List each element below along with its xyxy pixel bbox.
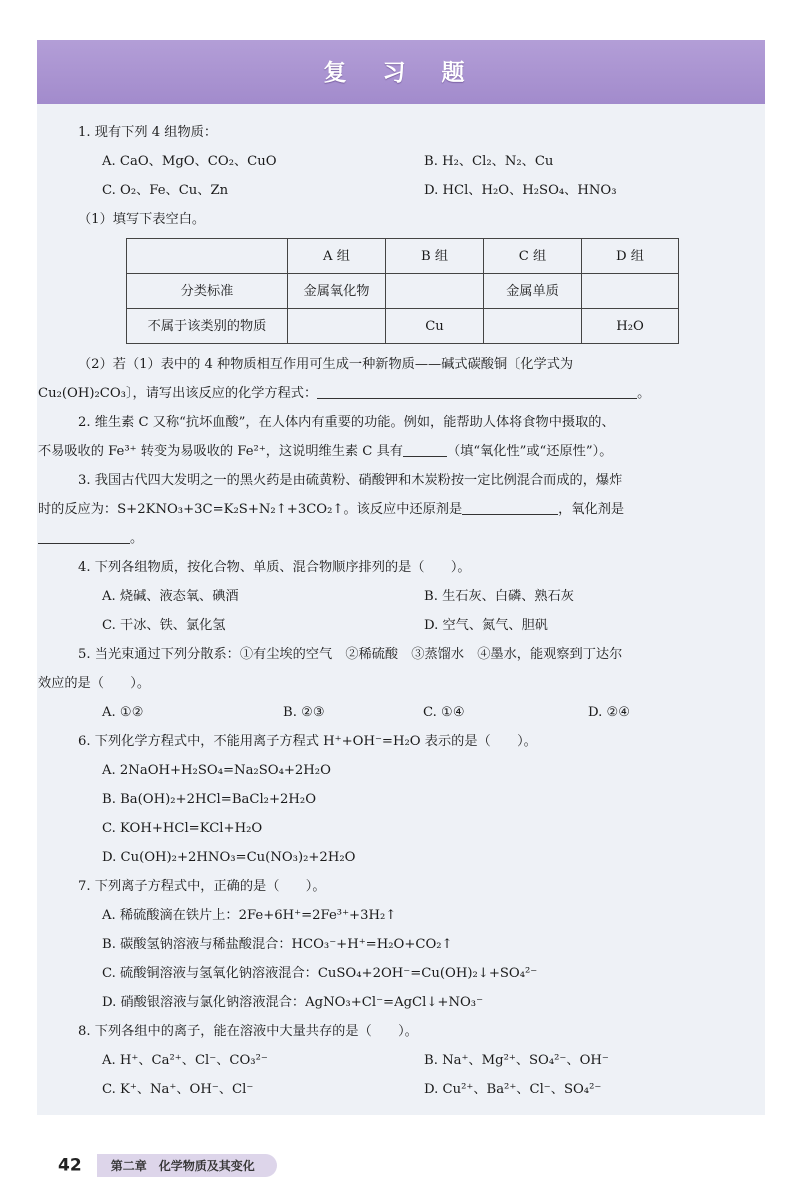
q6-option-a: A. 2NaOH+H₂SO₄=Na₂SO₄+2H₂O [102,763,331,778]
answer-blank[interactable] [38,527,130,544]
q1-options-row2 [78,176,758,205]
classification-table [126,238,679,344]
q7-option-c: C. 硫酸铜溶液与氢氧化钠溶液混合：CuSO₄+2OH⁻=Cu(OH)₂↓+SO₄²⁻ [102,966,538,981]
q5-line1: 5. 当光束通过下列分散系：①有尘埃的空气 ②稀硫酸 ③蒸馏水 ④墨水，能观察到丁达尔 [78,647,623,662]
q3-line2 [38,495,758,524]
q1-option-c: C. O₂、Fe、Cu、Zn [102,183,229,198]
q2-hint: （填“氧化性”或“还原性”）。 [446,444,613,459]
q1-option-a: A. CaO、MgO、CO₂、CuO [102,154,277,169]
q8-option-a: A. H⁺、Ca²⁺、Cl⁻、CO₃²⁻ [102,1053,268,1068]
exercise-content [38,118,758,1104]
q4-options-row1 [78,582,758,611]
table-cell: 分类标准 [127,274,288,309]
q1-part1: （1）填写下表空白。 [78,212,206,227]
q3-line1: 3. 我国古代四大发明之一的黑火药是由硫黄粉、硝酸钾和木炭粉按一定比例混合而成的，爆炸 [78,473,623,488]
q1-option-b: B. H₂、Cl₂、N₂、Cu [424,154,554,169]
q1-options-row1 [78,147,758,176]
page-title: 复 习 题 [37,40,765,104]
q4-stem: 4. 下列各组物质，按化合物、单质、混合物顺序排列的是（ ）。 [78,560,471,575]
q8-options-row1 [78,1046,758,1075]
table-cell: 金属单质 [484,274,582,309]
q1-part2-end: 。 [637,386,651,401]
q5-options [78,698,758,727]
answer-blank[interactable] [403,440,447,457]
table-header-cell: D 组 [582,239,679,274]
table-row [127,274,679,309]
q2-line1: 2. 维生素 C 又称“抗坏血酸”，在人体内有重要的功能。例如，能帮助人体将食物中摄取的、 [78,415,615,430]
table-cell: H₂O [582,309,679,344]
q7-option-b: B. 碳酸氢钠溶液与稀盐酸混合：HCO₃⁻+H⁺=H₂O+CO₂↑ [102,937,453,952]
q3-line3 [38,524,758,553]
q1-option-d: D. HCl、H₂O、H₂SO₄、HNO₃ [424,183,617,198]
q8-option-d: D. Cu²⁺、Ba²⁺、Cl⁻、SO₄²⁻ [424,1082,602,1097]
table-header-cell [127,239,288,274]
q6-option-b: B. Ba(OH)₂+2HCl=BaCl₂+2H₂O [102,792,317,807]
table-cell [484,309,582,344]
q4-option-b: B. 生石灰、白磷、熟石灰 [424,589,574,604]
q8-option-c: C. K⁺、Na⁺、OH⁻、Cl⁻ [102,1082,254,1097]
q5-line2: 效应的是（ ）。 [38,676,151,691]
page-number: 42 [58,1155,82,1176]
q6-option-d: D. Cu(OH)₂+2HNO₃=Cu(NO₃)₂+2H₂O [102,850,356,865]
q7-stem: 7. 下列离子方程式中，正确的是（ ）。 [78,879,326,894]
q3-end: 。 [130,531,144,546]
q1-part2-text: Cu₂(OH)₂CO₃〕，请写出该反应的化学方程式： [38,386,318,401]
table-header-cell: A 组 [288,239,386,274]
q2-line2 [38,437,758,466]
q4-option-c: C. 干冰、铁、氯化氢 [102,618,226,633]
q6-option-c: C. KOH+HCl=KCl+H₂O [102,821,263,836]
answer-blank[interactable] [462,498,558,515]
q1-stem: 1. 现有下列 4 组物质： [78,125,218,140]
q1-part2-line2 [38,379,758,408]
q5-option-b: B. ②③ [283,705,325,720]
q4-options-row2 [78,611,758,640]
q1-part2-line1: （2）若（1）表中的 4 种物质相互作用可生成一种新物质——碱式碳酸铜〔化学式为 [78,357,574,372]
q4-option-d: D. 空气、氮气、胆矾 [424,618,548,633]
table-header-cell: C 组 [484,239,582,274]
q2-text: 不易吸收的 Fe³⁺ 转变为易吸收的 Fe²⁺，这说明维生素 C 具有 [38,444,403,459]
table-cell: 金属氧化物 [288,274,386,309]
table-cell [288,309,386,344]
page-footer [58,1154,277,1177]
answer-blank[interactable] [317,382,637,399]
q8-options-row2 [78,1075,758,1104]
chapter-label: 第二章 化学物质及其变化 [97,1154,277,1177]
table-cell [582,274,679,309]
table-header-cell: B 组 [386,239,484,274]
q3-text: 时的反应为：S+2KNO₃+3C=K₂S+N₂↑+3CO₂↑。该反应中还原剂是 [38,502,463,517]
q5-option-a: A. ①② [102,705,144,720]
table-cell: Cu [386,309,484,344]
q4-option-a: A. 烧碱、液态氧、碘酒 [102,589,239,604]
table-row [127,309,679,344]
q7-option-a: A. 稀硫酸滴在铁片上：2Fe+6H⁺=2Fe³⁺+3H₂↑ [102,908,397,923]
table-cell: 不属于该类别的物质 [127,309,288,344]
q6-stem: 6. 下列化学方程式中，不能用离子方程式 H⁺+OH⁻=H₂O 表示的是（ ）。 [78,734,537,749]
table-header-row [127,239,679,274]
q7-option-d: D. 硝酸银溶液与氯化钠溶液混合：AgNO₃+Cl⁻=AgCl↓+NO₃⁻ [102,995,484,1010]
q8-stem: 8. 下列各组中的离子，能在溶液中大量共存的是（ ）。 [78,1024,418,1039]
q5-option-d: D. ②④ [588,705,631,720]
q5-option-c: C. ①④ [423,705,465,720]
q8-option-b: B. Na⁺、Mg²⁺、SO₄²⁻、OH⁻ [424,1053,609,1068]
q3-text-oxidizer: ，氧化剂是 [558,502,625,517]
table-cell [386,274,484,309]
